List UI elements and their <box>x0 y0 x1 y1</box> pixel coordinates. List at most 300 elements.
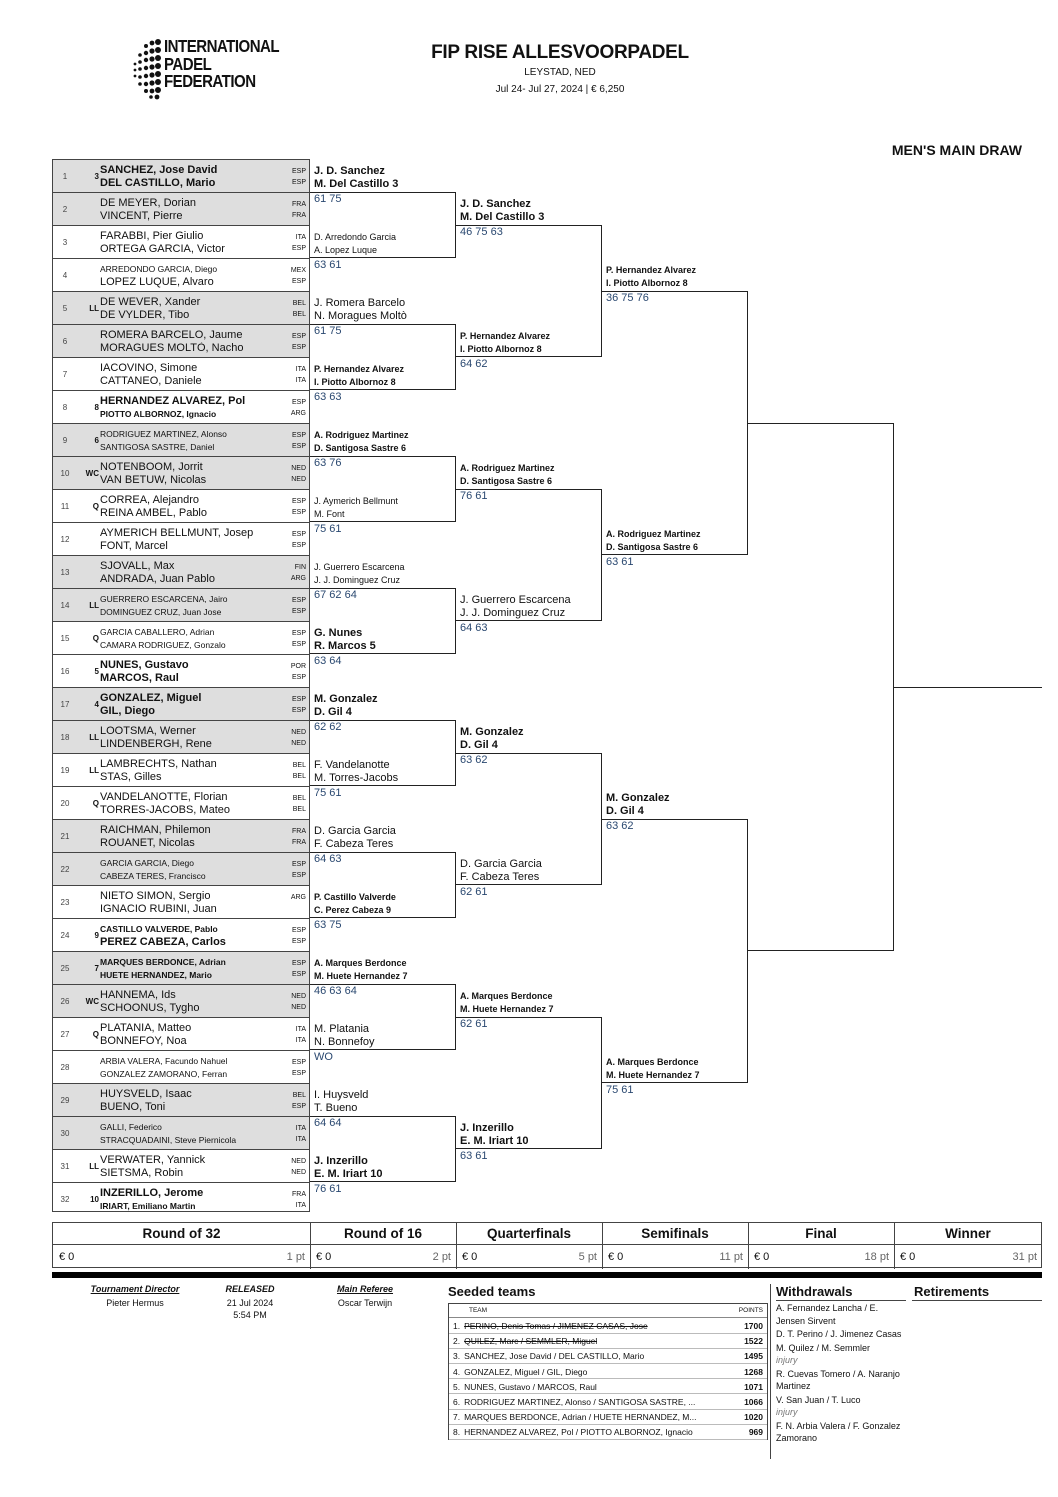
slot-number: 23 <box>60 898 70 907</box>
draw-slot <box>53 820 309 853</box>
team-names <box>53 160 309 193</box>
nation-code: ESP <box>291 432 306 439</box>
match-winner: I. Piotto Albornoz 8 <box>460 343 542 354</box>
seed-index: 1. <box>453 1321 461 1331</box>
player-name: GIL, Diego <box>100 704 155 717</box>
nationality <box>282 892 306 903</box>
player-name: PLATANIA, Matteo <box>100 1022 192 1034</box>
player-name: GARCIA CABALLERO, Adrian <box>100 627 215 637</box>
player-name: TORRES-JACOBS, Mateo <box>100 803 230 816</box>
player-name: ORTEGA GARCIA, Victor <box>100 242 225 255</box>
nation-code: ESP <box>291 498 306 505</box>
draw-slot <box>53 1117 309 1150</box>
nationality <box>282 925 306 947</box>
match-winner: M. Huete Hernandez 7 <box>460 1003 554 1014</box>
seed-label: Q <box>92 1030 99 1039</box>
nation-code: ESP <box>291 542 306 550</box>
player-name: NIETO SIMON, Sergio <box>100 890 211 902</box>
team-names <box>53 1117 309 1150</box>
nationality <box>282 826 306 848</box>
player-name: GONZALEZ ZAMORANO, Ferran <box>100 1068 228 1079</box>
nation-code: ARG <box>290 894 306 901</box>
referee-title: Main Referee <box>336 1284 394 1294</box>
player-name: DE MEYER, Dorian <box>100 197 196 209</box>
prize-money: € 0 <box>900 1251 916 1263</box>
player-name: STRACQUADAINI, Steve Piernicola <box>100 1134 237 1145</box>
nation-code: ESP <box>291 1070 306 1078</box>
nation-code: ESP <box>291 608 306 616</box>
divider-bar <box>52 1272 1042 1278</box>
seeded-points: 1020 <box>744 1412 763 1423</box>
panel-divider <box>770 1284 771 1459</box>
match-winner: C. Perez Cabeza 9 <box>314 904 392 915</box>
seed-label: 9 <box>94 931 99 940</box>
match-winner: E. M. Iriart 10 <box>314 1167 383 1180</box>
seeded-team-name: GONZALEZ, Miguel / GIL, Diego <box>464 1366 588 1377</box>
nationality <box>282 529 306 551</box>
seed-index: 7. <box>453 1412 461 1423</box>
nation-code: ESP <box>291 938 306 946</box>
team-names <box>53 1084 309 1117</box>
match-score: 61 75 <box>314 193 342 205</box>
seed-index: 2. <box>453 1336 461 1347</box>
match-winner: D. Gil 4 <box>606 804 644 817</box>
seeded-points: 1522 <box>744 1336 763 1347</box>
match-winner: A. Rodriguez Martinez <box>314 430 409 440</box>
nationality <box>282 1090 306 1112</box>
team-names <box>53 1018 309 1051</box>
col-points: POINTS <box>738 1307 763 1314</box>
nation-code: NED <box>291 465 306 472</box>
nationality <box>282 727 306 749</box>
player-name: NUNES, Gustavo <box>100 659 189 671</box>
player-name: INZERILLO, Jerome <box>100 1187 204 1199</box>
seeded-row <box>449 1410 767 1425</box>
draw-slot <box>53 259 309 292</box>
match-score: 63 61 <box>314 259 342 271</box>
logo-wordmark: INTERNATIONAL PADEL FEDERATION <box>164 36 280 91</box>
nation-code: NED <box>291 993 306 1000</box>
match-winner: D. Santigosa Sastre 6 <box>460 475 553 486</box>
slot-number: 13 <box>60 568 70 577</box>
ranking-points: 2 pt <box>432 1251 451 1263</box>
player-name: DE VYLDER, Tibo <box>100 308 190 321</box>
round-header: Quarterfinals <box>456 1223 602 1245</box>
draw-slot <box>53 787 309 820</box>
nation-code: ITA <box>295 234 306 241</box>
match-winner: J. Guerrero Escarcena <box>460 594 571 606</box>
match-winner: D. Gil 4 <box>314 705 352 718</box>
seed-label: 10 <box>90 1195 99 1204</box>
seed-label: WC <box>85 997 99 1006</box>
draw-slot <box>53 985 309 1018</box>
match-winner: J. J. Dominguez Cruz <box>460 606 566 619</box>
draw-slot <box>53 490 309 523</box>
nationality <box>282 1024 306 1046</box>
slot-number: 8 <box>62 403 68 412</box>
withdrawal-item <box>776 1368 906 1393</box>
nation-code: ESP <box>291 168 306 175</box>
nation-code: ESP <box>291 278 306 286</box>
team-names <box>53 655 309 688</box>
seeded-row <box>449 1349 767 1364</box>
nation-code: ESP <box>291 333 306 340</box>
nation-code: NED <box>291 1169 306 1177</box>
draw-slot <box>53 1150 309 1183</box>
nationality <box>282 859 306 881</box>
team-names <box>53 259 309 292</box>
seeded-team <box>453 1410 753 1425</box>
seed-label: 5 <box>94 667 99 676</box>
draw-slot <box>53 1183 309 1216</box>
seed-label: Q <box>92 634 99 643</box>
nation-code: FRA <box>292 212 306 220</box>
draw-slot <box>53 391 309 424</box>
nation-code: MEX <box>290 267 306 274</box>
match-winner: J. Guerrero Escarcena <box>314 562 405 572</box>
match-score: 63 61 <box>460 1150 488 1162</box>
seeded-team-name: QUILEZ, Marc / SEMMLER, Miguel <box>464 1336 598 1347</box>
withdrawal-item <box>776 1342 906 1367</box>
team-names <box>53 622 309 655</box>
nation-code: ESP <box>291 531 306 538</box>
match-winner: A. Lopez Luque <box>314 244 378 255</box>
player-name: LAMBRECHTS, Nathan <box>100 758 217 770</box>
match-score: 36 75 76 <box>606 292 649 304</box>
match-winner: M. Huete Hernandez 7 <box>606 1069 700 1080</box>
seeded-points: 1268 <box>744 1366 763 1377</box>
match-winner: I. Huysveld <box>314 1089 369 1101</box>
nationality <box>282 430 306 452</box>
team-names <box>53 589 309 622</box>
seed-label: WC <box>85 469 99 478</box>
r16-connector <box>310 324 456 390</box>
match-winner: D. Garcia Garcia <box>460 858 542 870</box>
slot-number: 15 <box>60 634 70 643</box>
match-score: 75 61 <box>606 1084 634 1096</box>
team-names <box>53 1183 309 1216</box>
nationality <box>282 760 306 782</box>
player-name: DE WEVER, Xander <box>100 296 201 308</box>
nation-code: BEL <box>292 795 306 802</box>
seeded-row <box>449 1334 767 1349</box>
draw-slot <box>53 358 309 391</box>
round-prize <box>894 1245 1042 1269</box>
draw-slot <box>53 193 309 226</box>
team-names <box>53 391 309 424</box>
seed-label: 4 <box>94 700 99 709</box>
match-winner: D. Garcia Garcia <box>314 825 396 837</box>
player-name: AYMERICH BELLMUNT, Josep <box>100 527 254 539</box>
slot-number: 22 <box>60 865 70 874</box>
nation-code: ITA <box>295 377 306 385</box>
player-name: IRIART, Emiliano Martin <box>100 1200 196 1211</box>
team-names <box>53 952 309 985</box>
seeded-teams-title: Seeded teams <box>448 1284 536 1299</box>
nationality <box>282 199 306 221</box>
nation-code: ESP <box>291 674 306 682</box>
team-names <box>53 556 309 589</box>
match-winner: J. Inzerillo <box>460 1122 514 1134</box>
withdrawal-reason: injury <box>776 1407 798 1417</box>
draw-slot <box>53 754 309 787</box>
player-name: VANDELANOTTE, Florian <box>100 791 228 803</box>
seeded-team <box>453 1425 753 1440</box>
match-score: 76 61 <box>460 490 488 502</box>
match-winner: T. Bueno <box>314 1101 358 1114</box>
match-score: 63 62 <box>460 754 488 766</box>
nationality <box>282 793 306 815</box>
draw-slot <box>53 226 309 259</box>
released-date: 21 Jul 2024 <box>226 1298 274 1308</box>
released-title: RELEASED <box>225 1284 275 1294</box>
match-winner: P. Hernandez Alvarez <box>606 265 697 275</box>
team-names <box>53 721 309 754</box>
seeded-team-name: MARQUES BERDONCE, Adrian / HUETE HERNANDEZ, M... <box>464 1412 697 1423</box>
match-winner: I. Piotto Albornoz 8 <box>606 277 688 288</box>
player-name: NOTENBOOM, Jorrit <box>100 461 203 473</box>
nationality <box>282 595 306 617</box>
nation-code: ITA <box>295 1136 306 1144</box>
nation-code: ESP <box>291 399 306 406</box>
seeded-row <box>449 1380 767 1395</box>
match-score: 62 62 <box>314 721 342 733</box>
player-name: SANTIGOSA SASTRE, Daniel <box>100 441 215 452</box>
draw-slot <box>53 886 309 919</box>
match-score: 67 62 64 <box>314 589 357 601</box>
slot-number: 3 <box>62 238 68 247</box>
r16-connector <box>310 588 456 654</box>
player-name: VINCENT, Pierre <box>100 209 183 222</box>
player-name: IGNACIO RUBINI, Juan <box>100 902 217 915</box>
match-winner: I. Piotto Albornoz 8 <box>314 376 396 387</box>
match-score: 64 62 <box>460 358 488 370</box>
nationality <box>282 694 306 716</box>
prize-money: € 0 <box>59 1251 75 1263</box>
player-name: CABEZA TERES, Francisco <box>100 870 206 881</box>
withdrawal-team: D. T. Perino / J. Jimenez Casas <box>776 1329 902 1339</box>
seeded-row <box>449 1395 767 1410</box>
draw-slot <box>53 589 309 622</box>
match-winner: D. Gil 4 <box>460 738 498 751</box>
nationality <box>282 1156 306 1178</box>
round-divider <box>602 1223 603 1269</box>
seeded-points: 1700 <box>744 1321 763 1331</box>
team-names <box>53 754 309 787</box>
player-name: PEREZ CABEZA, Carlos <box>100 935 226 948</box>
match-winner: N. Moragues Moltò <box>314 309 407 322</box>
match-score: 75 61 <box>314 787 342 799</box>
match-winner: J. D. Sanchez <box>460 198 531 210</box>
nation-code: FRA <box>292 839 306 847</box>
slot-number: 2 <box>62 205 68 214</box>
nationality <box>282 331 306 353</box>
nationality <box>282 661 306 683</box>
player-name: BUENO, Toni <box>100 1100 166 1113</box>
nationality <box>282 463 306 485</box>
r16-connector <box>310 852 456 918</box>
prize-money: € 0 <box>316 1251 332 1263</box>
nation-code: ESP <box>291 707 306 715</box>
withdrawal-item <box>776 1328 906 1341</box>
slot-number: 29 <box>60 1096 70 1105</box>
nation-code: ESP <box>291 344 306 352</box>
round-header: Round of 16 <box>310 1223 456 1245</box>
draw-slot <box>53 655 309 688</box>
player-name: DEL CASTILLO, Mario <box>100 176 216 189</box>
ranking-points: 31 pt <box>1012 1251 1037 1263</box>
seed-label: LL <box>89 733 99 742</box>
r16-connector <box>310 456 456 522</box>
match-winner: R. Marcos 5 <box>314 639 376 652</box>
team-names <box>53 424 309 457</box>
player-name: SIETSMA, Robin <box>100 1166 184 1179</box>
player-name: REINA AMBEL, Pablo <box>100 506 207 519</box>
round-header: Winner <box>894 1223 1042 1245</box>
seeded-points: 1071 <box>744 1381 763 1392</box>
player-name: HUETE HERNANDEZ, Mario <box>100 969 212 980</box>
ranking-points: 5 pt <box>578 1251 597 1263</box>
tournament-title: FIP RISE ALLESVOORPADEL <box>431 42 689 63</box>
team-names <box>53 985 309 1018</box>
final-connector <box>748 423 894 951</box>
player-name: ROUANET, Nicolas <box>100 836 195 849</box>
draw-slot <box>53 1051 309 1084</box>
slot-number: 7 <box>62 370 68 379</box>
player-name: MARCOS, Raul <box>100 671 179 684</box>
nation-code: ESP <box>291 861 306 868</box>
nation-code: NED <box>291 1004 306 1012</box>
team-names <box>53 226 309 259</box>
nation-code: NED <box>291 740 306 748</box>
seeded-team-name: NUNES, Gustavo / MARCOS, Raul <box>464 1381 597 1392</box>
draw-title: MEN'S MAIN DRAW <box>891 142 1022 158</box>
round-divider <box>748 1223 749 1269</box>
team-names <box>53 523 309 556</box>
nationality <box>282 298 306 320</box>
match-score: 64 63 <box>460 622 488 634</box>
released-block <box>200 1284 300 1320</box>
nationality <box>282 562 306 584</box>
player-name: FARABBI, Pier Giulio <box>100 230 204 242</box>
round-prize <box>456 1245 602 1269</box>
seed-index: 4. <box>453 1366 461 1377</box>
team-names <box>53 787 309 820</box>
draw-slot <box>53 457 309 490</box>
nationality <box>282 1123 306 1145</box>
tournament-dates: Jul 24- Jul 27, 2024 | € 6,250 <box>495 84 625 95</box>
slot-number: 30 <box>60 1129 70 1138</box>
match-winner: J. Aymerich Bellmunt <box>314 496 398 506</box>
slot-number: 4 <box>62 271 68 280</box>
round-header: Semifinals <box>602 1223 748 1245</box>
withdrawal-team: M. Quilez / M. Semmler <box>776 1342 871 1353</box>
nation-code: ITA <box>295 1026 306 1033</box>
ranking-points: 11 pt <box>719 1251 743 1263</box>
team-names <box>53 919 309 952</box>
withdrawals-title: Withdrawals <box>776 1284 906 1301</box>
player-name: RAICHMAN, Philemon <box>100 824 211 836</box>
player-name: ARBIA VALERA, Facundo Nahuel <box>100 1056 228 1066</box>
nationality <box>282 166 306 188</box>
nation-code: ESP <box>291 1103 306 1111</box>
player-name: SJOVALL, Max <box>100 560 175 572</box>
player-name: ROMERA BARCELO, Jaume <box>100 329 243 341</box>
seeded-points: 1495 <box>744 1351 763 1362</box>
seed-label: 6 <box>94 436 99 445</box>
match-winner: M. Gonzalez <box>460 726 524 738</box>
director-title: Tournament Director <box>90 1284 180 1294</box>
nationality <box>282 991 306 1013</box>
player-name: GONZALEZ, Miguel <box>100 692 202 704</box>
nationality <box>282 958 306 980</box>
player-name: GARCIA GARCIA, Diego <box>100 858 195 868</box>
slot-number: 28 <box>60 1063 70 1072</box>
player-name: VERWATER, Yannick <box>100 1154 206 1166</box>
round-divider <box>310 1223 311 1269</box>
withdrawal-team: A. Fernandez Lancha / E. Jensen Sirvent <box>776 1303 879 1326</box>
seeded-team-name: HERNANDEZ ALVAREZ, Pol / PIOTTO ALBORNOZ, Ignacio <box>464 1427 693 1438</box>
slot-number: 14 <box>60 601 70 610</box>
slot-number: 16 <box>60 667 70 676</box>
team-names <box>53 688 309 721</box>
nation-code: NED <box>291 1158 306 1165</box>
nationality <box>282 628 306 650</box>
padel-ball-logo-icon <box>130 34 164 104</box>
round-header: Round of 32 <box>53 1223 310 1245</box>
slot-number: 31 <box>60 1162 70 1171</box>
player-name: MORAGUES MOLTÒ, Nacho <box>100 341 244 354</box>
slot-number: 1 <box>62 172 68 181</box>
tournament-header <box>310 42 810 95</box>
team-names <box>53 886 309 919</box>
draw-slot <box>53 160 309 193</box>
nationality <box>282 397 306 419</box>
slot-number: 27 <box>60 1030 70 1039</box>
match-score: 62 61 <box>460 886 488 898</box>
player-name: HANNEMA, Ids <box>100 989 176 1001</box>
match-winner: M. Platania <box>314 1023 370 1035</box>
player-name: BONNEFOY, Noa <box>100 1034 187 1047</box>
player-name: VAN BETUW, Nicolas <box>100 473 207 486</box>
seeded-table-header <box>449 1304 767 1318</box>
seed-label: LL <box>89 304 99 313</box>
ipf-logo <box>130 34 305 104</box>
nationality <box>282 265 306 287</box>
match-winner: A. Marques Berdonce <box>460 991 553 1001</box>
referee-name: Oscar Terwijn <box>337 1298 393 1308</box>
r16-connector <box>310 192 456 258</box>
nation-code: BEL <box>292 311 306 319</box>
match-score: 62 61 <box>460 1018 488 1030</box>
slot-number: 5 <box>62 304 68 313</box>
match-winner: J. J. Dominguez Cruz <box>314 574 401 585</box>
team-names <box>53 1051 309 1084</box>
withdrawal-reason: injury <box>776 1355 798 1365</box>
match-winner: P. Hernandez Alvarez <box>314 364 405 374</box>
draw-slot <box>53 556 309 589</box>
match-winner: M. Gonzalez <box>606 792 670 804</box>
match-winner: A. Rodriguez Martinez <box>460 463 555 473</box>
nation-code: ESP <box>291 1059 306 1066</box>
withdrawal-team: V. San Juan / T. Luco <box>776 1394 861 1405</box>
nationality <box>282 364 306 386</box>
nation-code: ESP <box>291 509 306 517</box>
match-winner: A. Rodriguez Martinez <box>606 529 701 539</box>
nation-code: ESP <box>291 971 306 979</box>
slot-number: 9 <box>62 436 68 445</box>
nationality <box>282 232 306 254</box>
